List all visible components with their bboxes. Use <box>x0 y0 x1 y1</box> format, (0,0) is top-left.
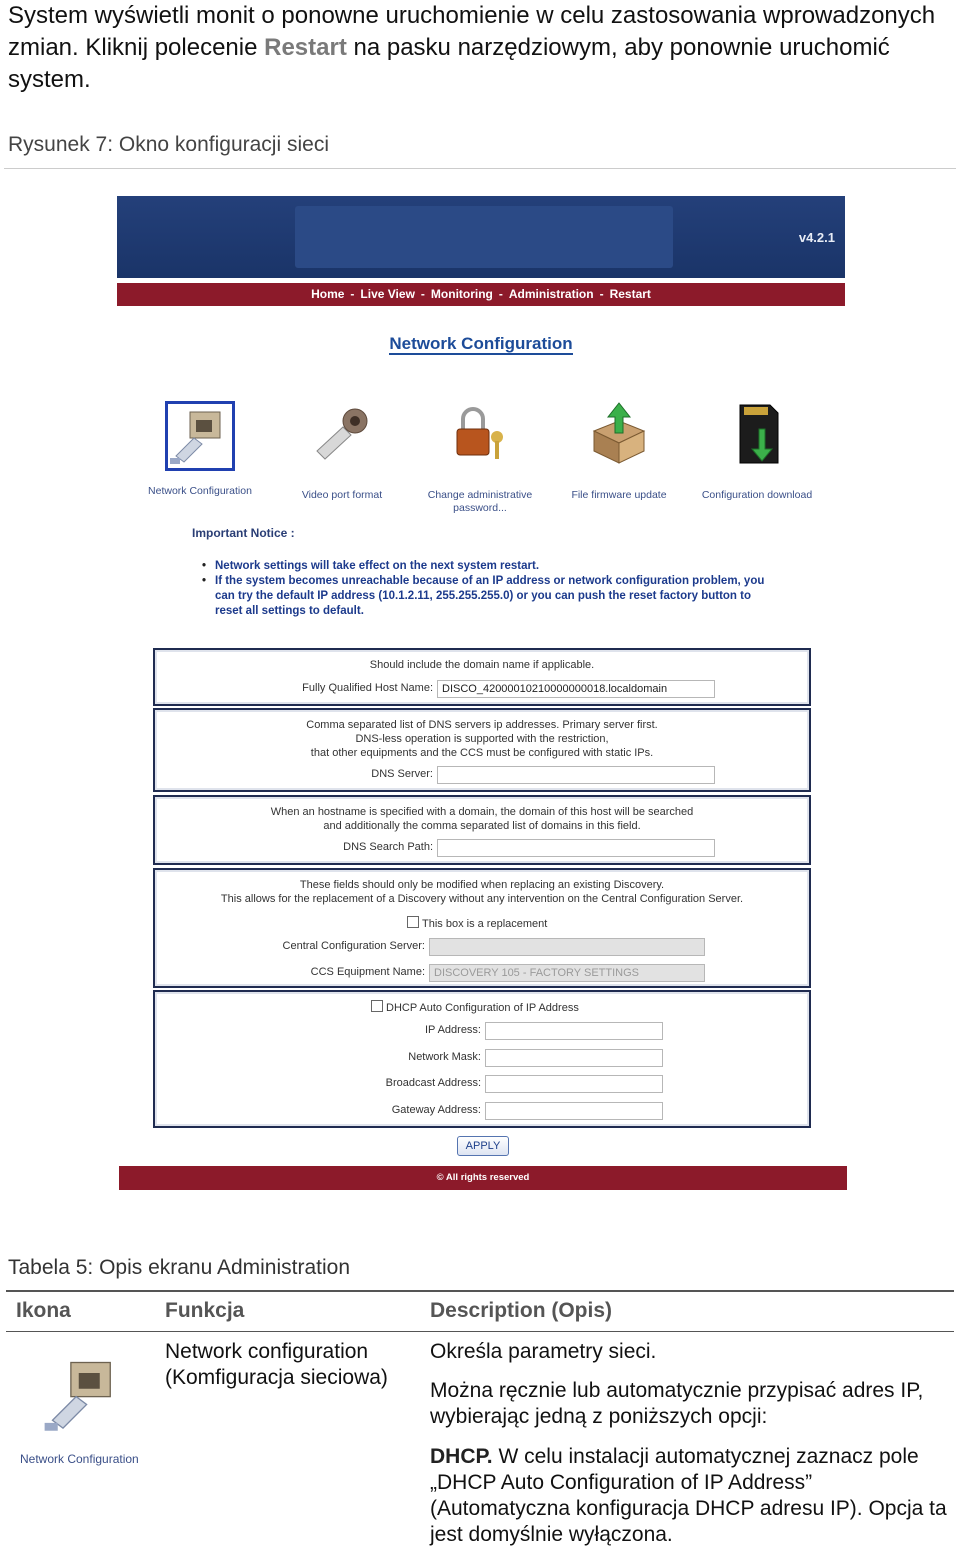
equipment-row <box>155 964 425 982</box>
mask-row <box>155 1049 481 1067</box>
nav-separator: - <box>420 287 425 301</box>
search-note-line: When an hostname is specified with a domain, the domain of this host will be searched <box>270 806 694 818</box>
dns-search-input[interactable] <box>437 839 715 857</box>
icon-label: Change administrative password... <box>427 489 533 514</box>
search-note <box>155 805 809 833</box>
nav-home[interactable]: Home <box>311 287 345 301</box>
replace-note-line: This allows for the replacement of a Discovery without any intervention on the Central Configuration Server. <box>220 893 744 905</box>
ip-address-input[interactable] <box>485 1022 663 1040</box>
icon-label: Network Configuration <box>148 485 252 497</box>
padlock-keys-icon <box>447 401 513 467</box>
mask-label: Network Mask: <box>408 1051 481 1063</box>
icon-network-configuration[interactable] <box>142 401 258 498</box>
dns-search-label: DNS Search Path: <box>343 841 433 853</box>
banner-logo-area <box>295 206 673 268</box>
dns-note-line: Comma separated list of DNS servers ip addresses. Primary server first. <box>306 719 658 731</box>
icon-label: Video port format <box>301 489 383 501</box>
dns-note-line: that other equipments and the CCS must be configured with static IPs. <box>310 747 654 759</box>
intro-text-before: System wyświetli monit o ponowne uruchomienie w celu zastosowania wprowadzonych zmian. Kliknij polecenie <box>8 2 936 61</box>
nav-administration[interactable]: Administration <box>508 287 594 301</box>
footer-bar: © All rights reserved <box>119 1166 847 1190</box>
page-title-wrap <box>117 334 845 354</box>
broadcast-label: Broadcast Address: <box>385 1077 481 1089</box>
dns-row <box>155 766 433 784</box>
header-function: Funkcja <box>165 1299 245 1322</box>
video-connector-icon <box>309 401 375 467</box>
nav-bar <box>117 283 845 306</box>
dhcp-term: DHCP. <box>430 1445 493 1468</box>
header-icon: Ikona <box>16 1299 71 1322</box>
dhcp-panel <box>153 990 811 1128</box>
notice-item: • Network settings will take effect on the next system restart. <box>215 559 775 574</box>
dhcp-description: W celu instalacji automatycznej zaznacz pole „DHCP Auto Configuration of IP Address” (Automatyczna konfiguracja DHCP adresu IP). Opcja ta jest domyślnie wyłączona. <box>430 1445 947 1546</box>
search-note-line: and additionally the comma separated list of domains in this field. <box>323 820 641 832</box>
host-name-input[interactable] <box>437 680 715 698</box>
host-note: Should include the domain name if applicable. <box>369 659 595 671</box>
replace-note-line: These fields should only be modified when replacing an existing Discovery. <box>299 879 665 891</box>
search-row <box>155 839 433 857</box>
table-top-rule <box>6 1290 954 1292</box>
gateway-address-input[interactable] <box>485 1102 663 1120</box>
page-title: Network Configuration <box>389 334 573 353</box>
icon-video-port-format[interactable] <box>289 401 395 502</box>
version-label: v4.2.1 <box>798 230 835 245</box>
broadcast-address-input[interactable] <box>485 1075 663 1093</box>
nav-restart[interactable]: Restart <box>609 287 651 301</box>
nav-separator: - <box>599 287 604 301</box>
notice-item: • If the system becomes unreachable because of an IP address or network configuration problem, you can try the default IP address (10.1.2.11, 255.255.255.0) or you can push the reset factory button to reset all settings to default. <box>215 574 775 619</box>
dhcp-checkbox-label: DHCP Auto Configuration of IP Address <box>386 1002 579 1014</box>
description-dhcp <box>430 1444 955 1548</box>
icon-label: File firmware update <box>571 489 667 501</box>
gateway-row <box>155 1102 481 1120</box>
replacement-checkbox[interactable] <box>407 916 419 928</box>
notice-title: Important Notice : <box>192 526 295 540</box>
nav-separator: - <box>350 287 355 301</box>
ccs-row <box>155 938 425 956</box>
host-name-panel <box>153 648 811 706</box>
host-label: Fully Qualified Host Name: <box>302 682 433 694</box>
replacement-checkbox-row[interactable] <box>407 916 547 930</box>
dns-server-input[interactable] <box>437 766 715 784</box>
intro-paragraph <box>8 0 948 96</box>
header-banner <box>117 196 845 278</box>
table-header-rule <box>6 1331 954 1332</box>
icon-configuration-download[interactable] <box>697 401 817 502</box>
nav-live-view[interactable]: Live View <box>360 287 415 301</box>
restart-highlight: Restart <box>264 34 347 61</box>
replacement-checkbox-label: This box is a replacement <box>422 918 548 930</box>
description-line: Można ręcznie lub automatycznie przypisać adres IP, wybierając jedną z poniższych opcji: <box>430 1379 924 1428</box>
notice-list <box>215 559 775 619</box>
network-jack-icon <box>42 1352 126 1436</box>
host-row <box>155 680 433 698</box>
dns-search-panel <box>153 795 811 865</box>
icon-caption: Network Configuration <box>20 1452 139 1466</box>
replace-note <box>155 878 809 906</box>
figure-caption: Rysunek 7: Okno konfiguracji sieci <box>8 133 329 156</box>
ip-label: IP Address: <box>424 1024 481 1036</box>
network-mask-input[interactable] <box>485 1049 663 1067</box>
nav-separator: - <box>498 287 503 301</box>
dns-note <box>155 718 809 760</box>
intro-text-after: na pasku narzędziowym, aby ponownie uruchomić system. <box>8 34 890 93</box>
ip-row <box>155 1022 481 1040</box>
caption-divider <box>4 168 956 169</box>
description-line: Określa parametry sieci. <box>430 1340 657 1363</box>
function-cell: Network configuration (Komfiguracja sieciowa) <box>165 1340 388 1389</box>
dhcp-checkbox-row[interactable] <box>371 1000 579 1014</box>
gateway-label: Gateway Address: <box>391 1104 481 1116</box>
ccs-input[interactable] <box>429 938 705 956</box>
nav-monitoring[interactable]: Monitoring <box>430 287 493 301</box>
equipment-name-input[interactable] <box>429 964 705 982</box>
box-upload-icon <box>586 401 652 467</box>
dns-server-label: DNS Server: <box>371 768 433 780</box>
dns-note-line: DNS-less operation is supported with the restriction, <box>355 733 609 745</box>
memory-card-download-icon <box>724 401 790 467</box>
replacement-panel <box>153 868 811 988</box>
network-config-screenshot <box>117 196 845 1190</box>
network-jack-icon <box>165 401 235 471</box>
dhcp-checkbox[interactable] <box>371 1000 383 1012</box>
icon-label: Configuration download <box>701 489 813 501</box>
dns-server-panel <box>153 708 811 792</box>
table-caption: Tabela 5: Opis ekranu Administration <box>8 1256 351 1279</box>
ccs-label: Central Configuration Server: <box>282 940 425 952</box>
header-description: Description (Opis) <box>430 1299 613 1322</box>
apply-button[interactable]: APPLY <box>457 1136 509 1156</box>
broadcast-row <box>155 1075 481 1093</box>
icon-firmware-update[interactable] <box>564 401 674 502</box>
icon-change-password[interactable] <box>422 401 538 515</box>
equipment-label: CCS Equipment Name: <box>310 966 425 978</box>
